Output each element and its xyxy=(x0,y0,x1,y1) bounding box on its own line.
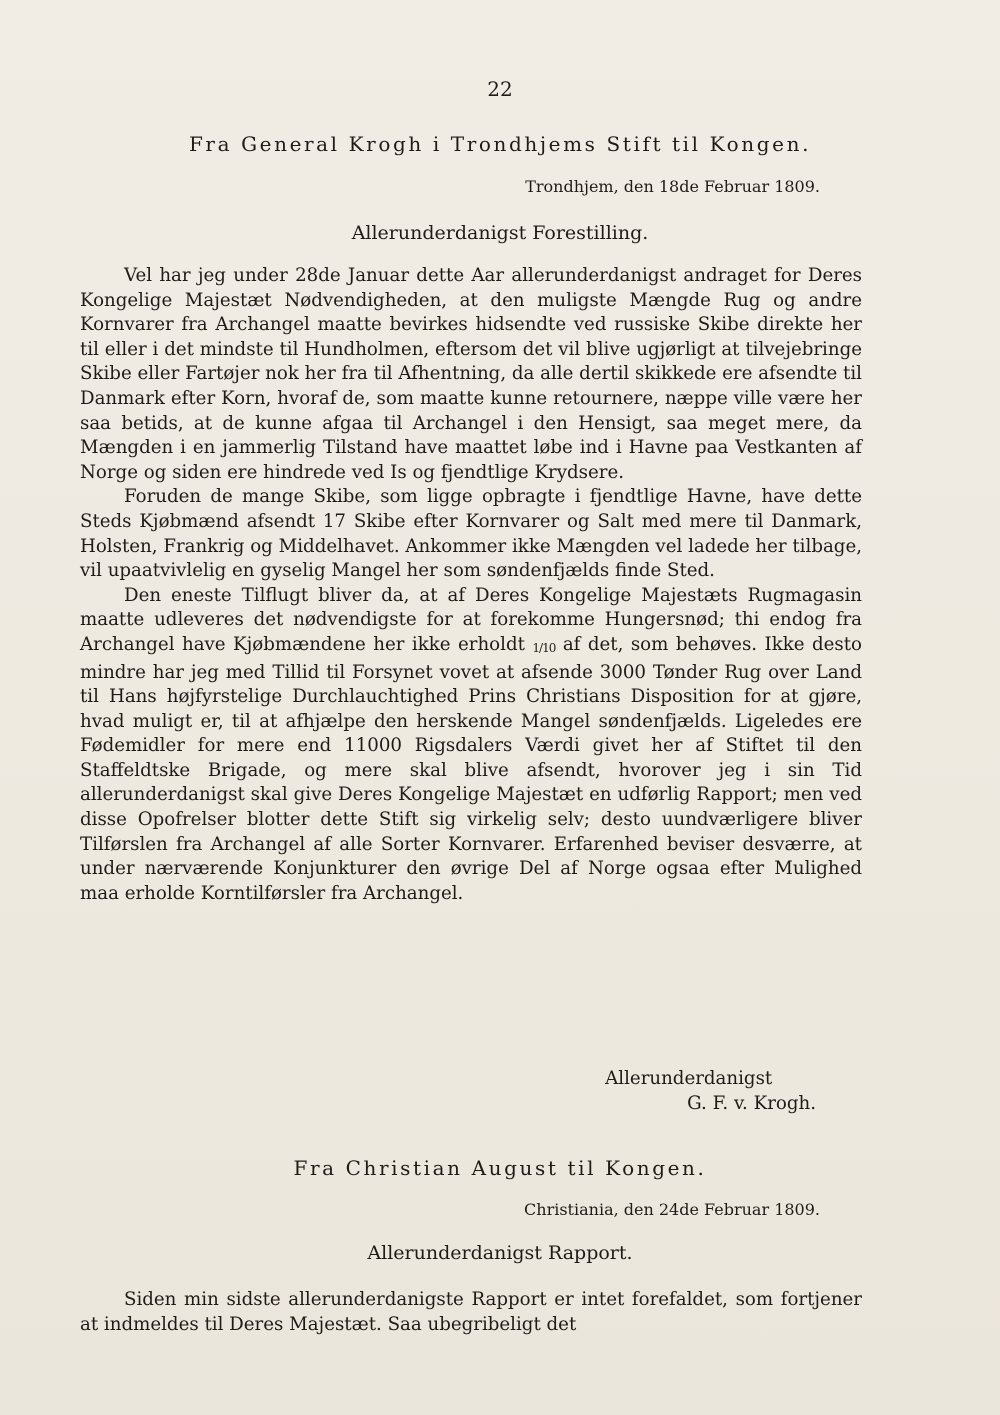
letter2-paragraph-1: Siden min sidste allerunderdanigste Rapport er intet forefaldet, som fortjener at indmeldes til Deres Majestæt. Saa ubegribeligt det xyxy=(80,1289,862,1335)
letter1-paragraph-2: Foruden de mange Skibe, som ligge opbragte i fjendtlige Havne, have dette Steds Kjøbmænd afsendt 17 Skibe efter Kornvarer og Salt med mere til Danmark, Holsten, Frankrig og Middelhavet. Ankommer ikke Mængden vel ladede her tilbage, vil upaatvivlelig en gyselig Mangel her som søndenfjælds finde Sted. xyxy=(80,486,862,582)
letter2-body xyxy=(80,1288,862,1337)
letter1-subtitle: Allerunderdanigst Forestilling. xyxy=(351,222,649,244)
letter1-signature: G. F. v. Krogh. xyxy=(687,1093,816,1114)
letter1-paragraph-3-part-1: Den eneste Tilflugt bliver da, at af Deres Kongelige Majestæts Rugmagasin maatte udleveres det nødvendigste for at forekomme Hungersnød; thi endog fra Archangel have Kjøbmændene her ikke erholdt xyxy=(80,584,862,655)
letter1-dateline: Trondhjem, den 18de Februar 1809. xyxy=(525,177,820,196)
letter1-paragraph-3-part-2: af det, som behøves. Ikke desto mindre har jeg med Tillid til Forsynet vovet at afsende 3000 Tønder Rug over Land til Hans højfyrstelige Durchlauchtighed Prins Christians Disposition for at gjøre, hvad muligt er, til at afhjælpe den herskende Mangel søndenfjælds. Ligeledes ere Fødemidler for mere end 11000 Rigsdalers Værdi givet her af Stiftet til den Staffeldtske Brigade, og mere skal blive afsendt, hvorover jeg i sin Tid allerunderdanigst skal give Deres Kongelige Majestæt en udførlig Rapport; men ved disse Opofrelser blotter dette Stift sig virkelig selv; desto uundværligere bliver Tilførslen fra Archangel af alle Sorter Kornvarer. Erfarenhed beviser desværre, at under nærværende Konjunkturer den øvrige Del af Norge ogsaa efter Mulighed maa erholde Korntilførsler fra Archangel. xyxy=(80,633,862,904)
letter2-heading: Fra Christian August til Kongen. xyxy=(293,1156,707,1180)
letter2-dateline: Christiania, den 24de Februar 1809. xyxy=(524,1200,820,1219)
fraction-one-tenth: 1/10 xyxy=(532,640,556,655)
letter1-heading: Fra General Krogh i Trondhjems Stift til Kongen. xyxy=(188,132,812,156)
letter1-paragraph-1: Vel har jeg under 28de Januar dette Aar allerunderdanigst andraget for Deres Kongelige Majestæt Nødvendigheden, at den muligste Mængde Rug og andre Kornvarer fra Archangel maatte bevirkes hidsendte ved russiske Skibe direkte her til eller i det mindste til Hundholmen, eftersom det vil blive ugjørligt at tilvejebringe Skibe eller Fartøjer nok her fra til Afhentning, da alle dertil skikkede ere afsendte til Danmark efter Korn, hvoraf de, som maatte kunne retournere, næppe ville være her saa betids, at de kunne afgaa til Archangel i den Hensigt, saa meget mere, da Mængden i en jammerlig Tilstand have maattet løbe ind i Havne paa Vestkanten af Norge og siden ere hindrede ved Is og fjendtlige Krydsere. xyxy=(80,265,862,483)
letter2-subtitle: Allerunderdanigst Rapport. xyxy=(367,1242,633,1264)
letter1-body xyxy=(80,264,862,906)
letter1-closing-block xyxy=(605,1066,816,1116)
page-number: 22 xyxy=(487,77,513,101)
letter1-paragraph-3 xyxy=(80,584,862,907)
letter1-closing: Allerunderdanigst xyxy=(605,1068,773,1089)
